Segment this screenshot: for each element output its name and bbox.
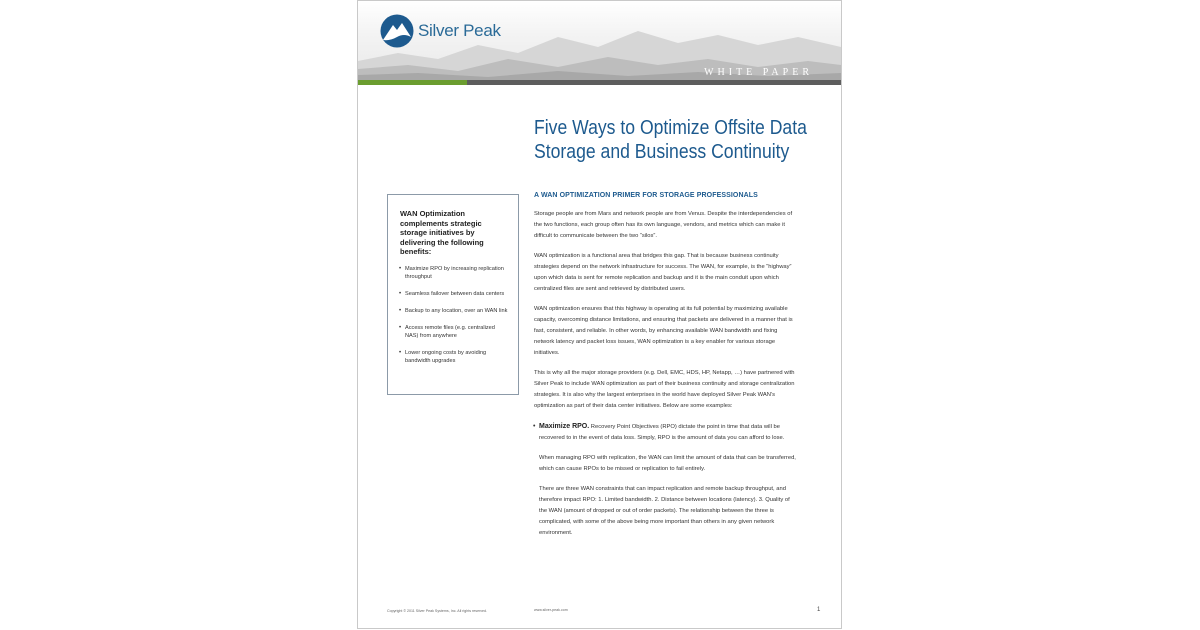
mountain-peak-logo-icon [380, 14, 414, 48]
body-paragraph: This is why all the major storage providers (e.g. Dell, EMC, HDS, HP, Netapp, …) have partnered with Silver Peak to include WAN optimization as part of their business continuity and storage centralization strategies. It is also why the largest enterprises in the world have deployed Silver Peak WAN’s optimization as part of their data center initiatives. Below are some examples: [534, 370, 795, 409]
doc-type-label: WHITE PAPER [704, 67, 813, 78]
body-paragraph: WAN optimization is a functional area that bridges this gap. That is because business continuity strategies depend on the network infrastructure for success. The WAN, for example, is the “highway” upon which data is sent for remote replication and backup and it is the main conduit upon which centralized files are sent and retrieved by distributed users. [534, 253, 792, 292]
bullet-lead: Maximize RPO. [539, 423, 590, 430]
silver-peak-logo [380, 14, 501, 48]
section-title: A WAN OPTIMIZATION PRIMER FOR STORAGE PROFESSIONALS [534, 192, 758, 199]
benefit-item: • Access remote files (e.g. centralized NAS) from anywhere [400, 324, 508, 340]
document-title [534, 116, 807, 164]
brand-name: Silver Peak [418, 21, 501, 40]
bullet-paragraph: When managing RPO with replication, the WAN can limit the amount of data that can be transferred, which can cause RPOs to be missed or replication to fail entirely. [539, 455, 796, 472]
body-paragraph: WAN optimization ensures that this highway is operating at its full potential by maximizing available capacity, overcoming distance limitations, and ensuring that packets are delivered in a manner that is fast, consistent, and reliable. In other words, by enhancing available WAN bandwidth and fixing network latency and packet loss issues, WAN optimization is a key enabler for various storage initiatives. [534, 306, 793, 356]
title-line-1: Five Ways to Optimize Offsite Data [534, 117, 807, 139]
title-line-2: Storage and Business Continuity [534, 141, 790, 163]
bullet-maximize-rpo [533, 421, 796, 444]
page-number: 1 [817, 607, 821, 613]
copyright-text: Copyright © 2011 Silver Peak Systems, Inc. All rights reserved. [387, 609, 488, 613]
benefits-sidebar [387, 194, 519, 395]
website-url: www.silver-peak.com [534, 608, 568, 612]
bullet-dot-icon: • [533, 423, 536, 430]
accent-bar-green [358, 80, 467, 85]
benefits-list [400, 265, 508, 365]
bullet-paragraph: There are three WAN constraints that can impact replication and remote backup throughput, and therefore impact RPO: 1. Limited bandwidth. 2. Distance between locations (latency). 3. Quality of the WAN (amount of dropped or out of order packets). The relationship between the three is complicated, with some of the above being more important than others in any given network environment. [539, 486, 790, 536]
benefit-item: • Maximize RPO by increasing replication throughput [400, 265, 508, 281]
benefit-item: • Backup to any location, over an WAN link [400, 307, 508, 315]
bullet-text: Recovery Point Objectives (RPO) dictate the point in time that data will be recovered to in the event of data loss. Simply, RPO is the amount of data you can afford to lose. [539, 424, 785, 441]
body-paragraph: Storage people are from Mars and network people are from Venus. Despite the interdependencies of the two functions, each group often has its own language, vendors, and metrics which can make it difficult to communicate between the two “silos”. [534, 211, 793, 239]
accent-bar-grey [467, 80, 841, 85]
document-page [357, 0, 842, 629]
benefit-item: • Seamless failover between data centers [400, 290, 508, 298]
page-header [358, 1, 841, 85]
main-content [534, 192, 796, 548]
sidebar-heading: WAN Optimization complements strategic storage initiatives by delivering the following benefits: [400, 209, 484, 256]
benefit-item: • Lower ongoing costs by avoiding bandwidth upgrades [400, 349, 508, 365]
